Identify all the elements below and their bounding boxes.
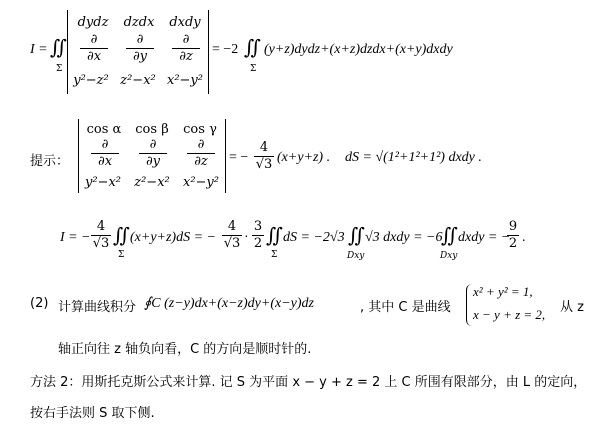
row2-tail: (x+y+z) . xyxy=(277,150,331,165)
partial-num: ∂ xyxy=(182,32,190,47)
row2-dS: dS = √(1²+1²+1²) dxdy . xyxy=(345,150,482,165)
frac-den: √3 xyxy=(92,236,110,251)
partial-frac xyxy=(172,33,200,64)
det-cell: z²−x² xyxy=(120,73,156,88)
frac-num: 3 xyxy=(253,219,263,234)
frac-num: 9 xyxy=(508,219,518,234)
row3-int2: dS = −2√3 xyxy=(283,230,345,245)
partial-num: ∂ xyxy=(136,32,144,47)
part2-text2: , 其中 C 是曲线 xyxy=(360,300,451,315)
det-cell: cos α xyxy=(86,122,122,137)
partial-num: ∂ xyxy=(197,137,205,152)
partial-den: ∂y xyxy=(132,49,148,64)
row3-lhs: I = − xyxy=(60,230,91,245)
double-integral-symbol: ∬ xyxy=(113,223,131,247)
frac-den: √3 xyxy=(255,157,273,172)
domain-sigma: Σ xyxy=(250,64,257,74)
domain-dxy: Dxy xyxy=(440,251,458,261)
domain-sigma: Σ xyxy=(271,250,278,260)
fraction-4-sqrt3 xyxy=(254,141,274,172)
domain-sigma: Σ xyxy=(118,250,125,260)
det-cell: dzdx xyxy=(123,15,155,30)
partial-frac xyxy=(80,33,108,64)
method2-line2: 按右手法则 S 取下侧. xyxy=(30,406,155,421)
fraction xyxy=(91,220,111,251)
hint-label: 提示： xyxy=(30,154,70,169)
fraction xyxy=(507,220,519,251)
part2-label: (2) xyxy=(30,296,49,311)
domain-sigma: Σ xyxy=(56,64,63,74)
partial-den: ∂z xyxy=(179,49,193,64)
direction-determinant xyxy=(78,119,226,193)
row1-integrand: (y+z)dydz+(x+z)dzdx+(x+y)dxdy xyxy=(264,42,453,57)
frac-den: 2 xyxy=(508,236,518,251)
partial-num: ∂ xyxy=(101,137,109,152)
partial-frac xyxy=(187,138,215,169)
det-cell: cos β xyxy=(135,122,169,137)
part2-text3: 从 z xyxy=(560,300,584,315)
row3-int3: √3 dxdy = −6 xyxy=(365,230,443,245)
method2-line1: 方法 2：用斯托克斯公式来计算. 记 S 为平面 x − y + z = 2 上 C 所围有限部分，由 L 的定向， xyxy=(30,375,587,390)
part2-text1: 计算曲线积分 xyxy=(58,300,137,315)
double-integral-symbol: ∬ xyxy=(50,35,68,59)
part2-line2: 轴正向往 z 轴负向看，C 的方向是顺时针的. xyxy=(58,342,312,357)
row2-eq: = − xyxy=(229,150,249,165)
curl-determinant xyxy=(67,10,209,94)
det-cell: x²−y² xyxy=(167,73,203,88)
double-integral-symbol: ∬ xyxy=(244,35,262,59)
system-eq1: x² + y² = 1, xyxy=(473,284,533,299)
partial-num: ∂ xyxy=(149,137,157,152)
line-integral: ∮C (z−y)dx+(x−z)dy+(x−y)dz xyxy=(144,296,314,311)
frac-num: 4 xyxy=(227,219,237,234)
row3-end: . xyxy=(522,230,526,245)
det-cell: y²−x² xyxy=(85,175,121,190)
det-cell: y²−z² xyxy=(73,73,109,88)
partial-den: ∂x xyxy=(97,154,113,169)
det-cell: dydz xyxy=(77,15,109,30)
row3-int4: dxdy = − xyxy=(458,230,511,245)
fraction xyxy=(222,220,242,251)
partial-num: ∂ xyxy=(90,32,98,47)
row3-int1: (x+y+z)dS = − xyxy=(130,230,216,245)
dot: · xyxy=(244,230,249,245)
det-cell: cos γ xyxy=(183,122,217,137)
partial-den: ∂x xyxy=(86,49,102,64)
frac-num: 4 xyxy=(96,219,106,234)
double-integral-symbol: ∬ xyxy=(441,223,459,247)
partial-frac xyxy=(126,33,154,64)
partial-frac xyxy=(91,138,119,169)
det-cell: dxdy xyxy=(169,15,201,30)
row1-lhs: I = xyxy=(30,42,48,57)
frac-den: 2 xyxy=(253,236,263,251)
partial-frac xyxy=(139,138,167,169)
system-eq2: x − y + z = 2, xyxy=(473,307,546,322)
row1-rhs: = −2 xyxy=(212,42,239,57)
frac-den: √3 xyxy=(223,236,241,251)
double-integral-symbol: ∬ xyxy=(348,223,366,247)
frac-num: 4 xyxy=(259,140,269,155)
fraction xyxy=(252,220,264,251)
det-cell: x²−y² xyxy=(183,175,219,190)
det-cell: z²−x² xyxy=(134,175,170,190)
double-integral-symbol: ∬ xyxy=(266,223,284,247)
partial-den: ∂y xyxy=(145,154,161,169)
partial-den: ∂z xyxy=(194,154,208,169)
domain-dxy: Dxy xyxy=(347,251,365,261)
